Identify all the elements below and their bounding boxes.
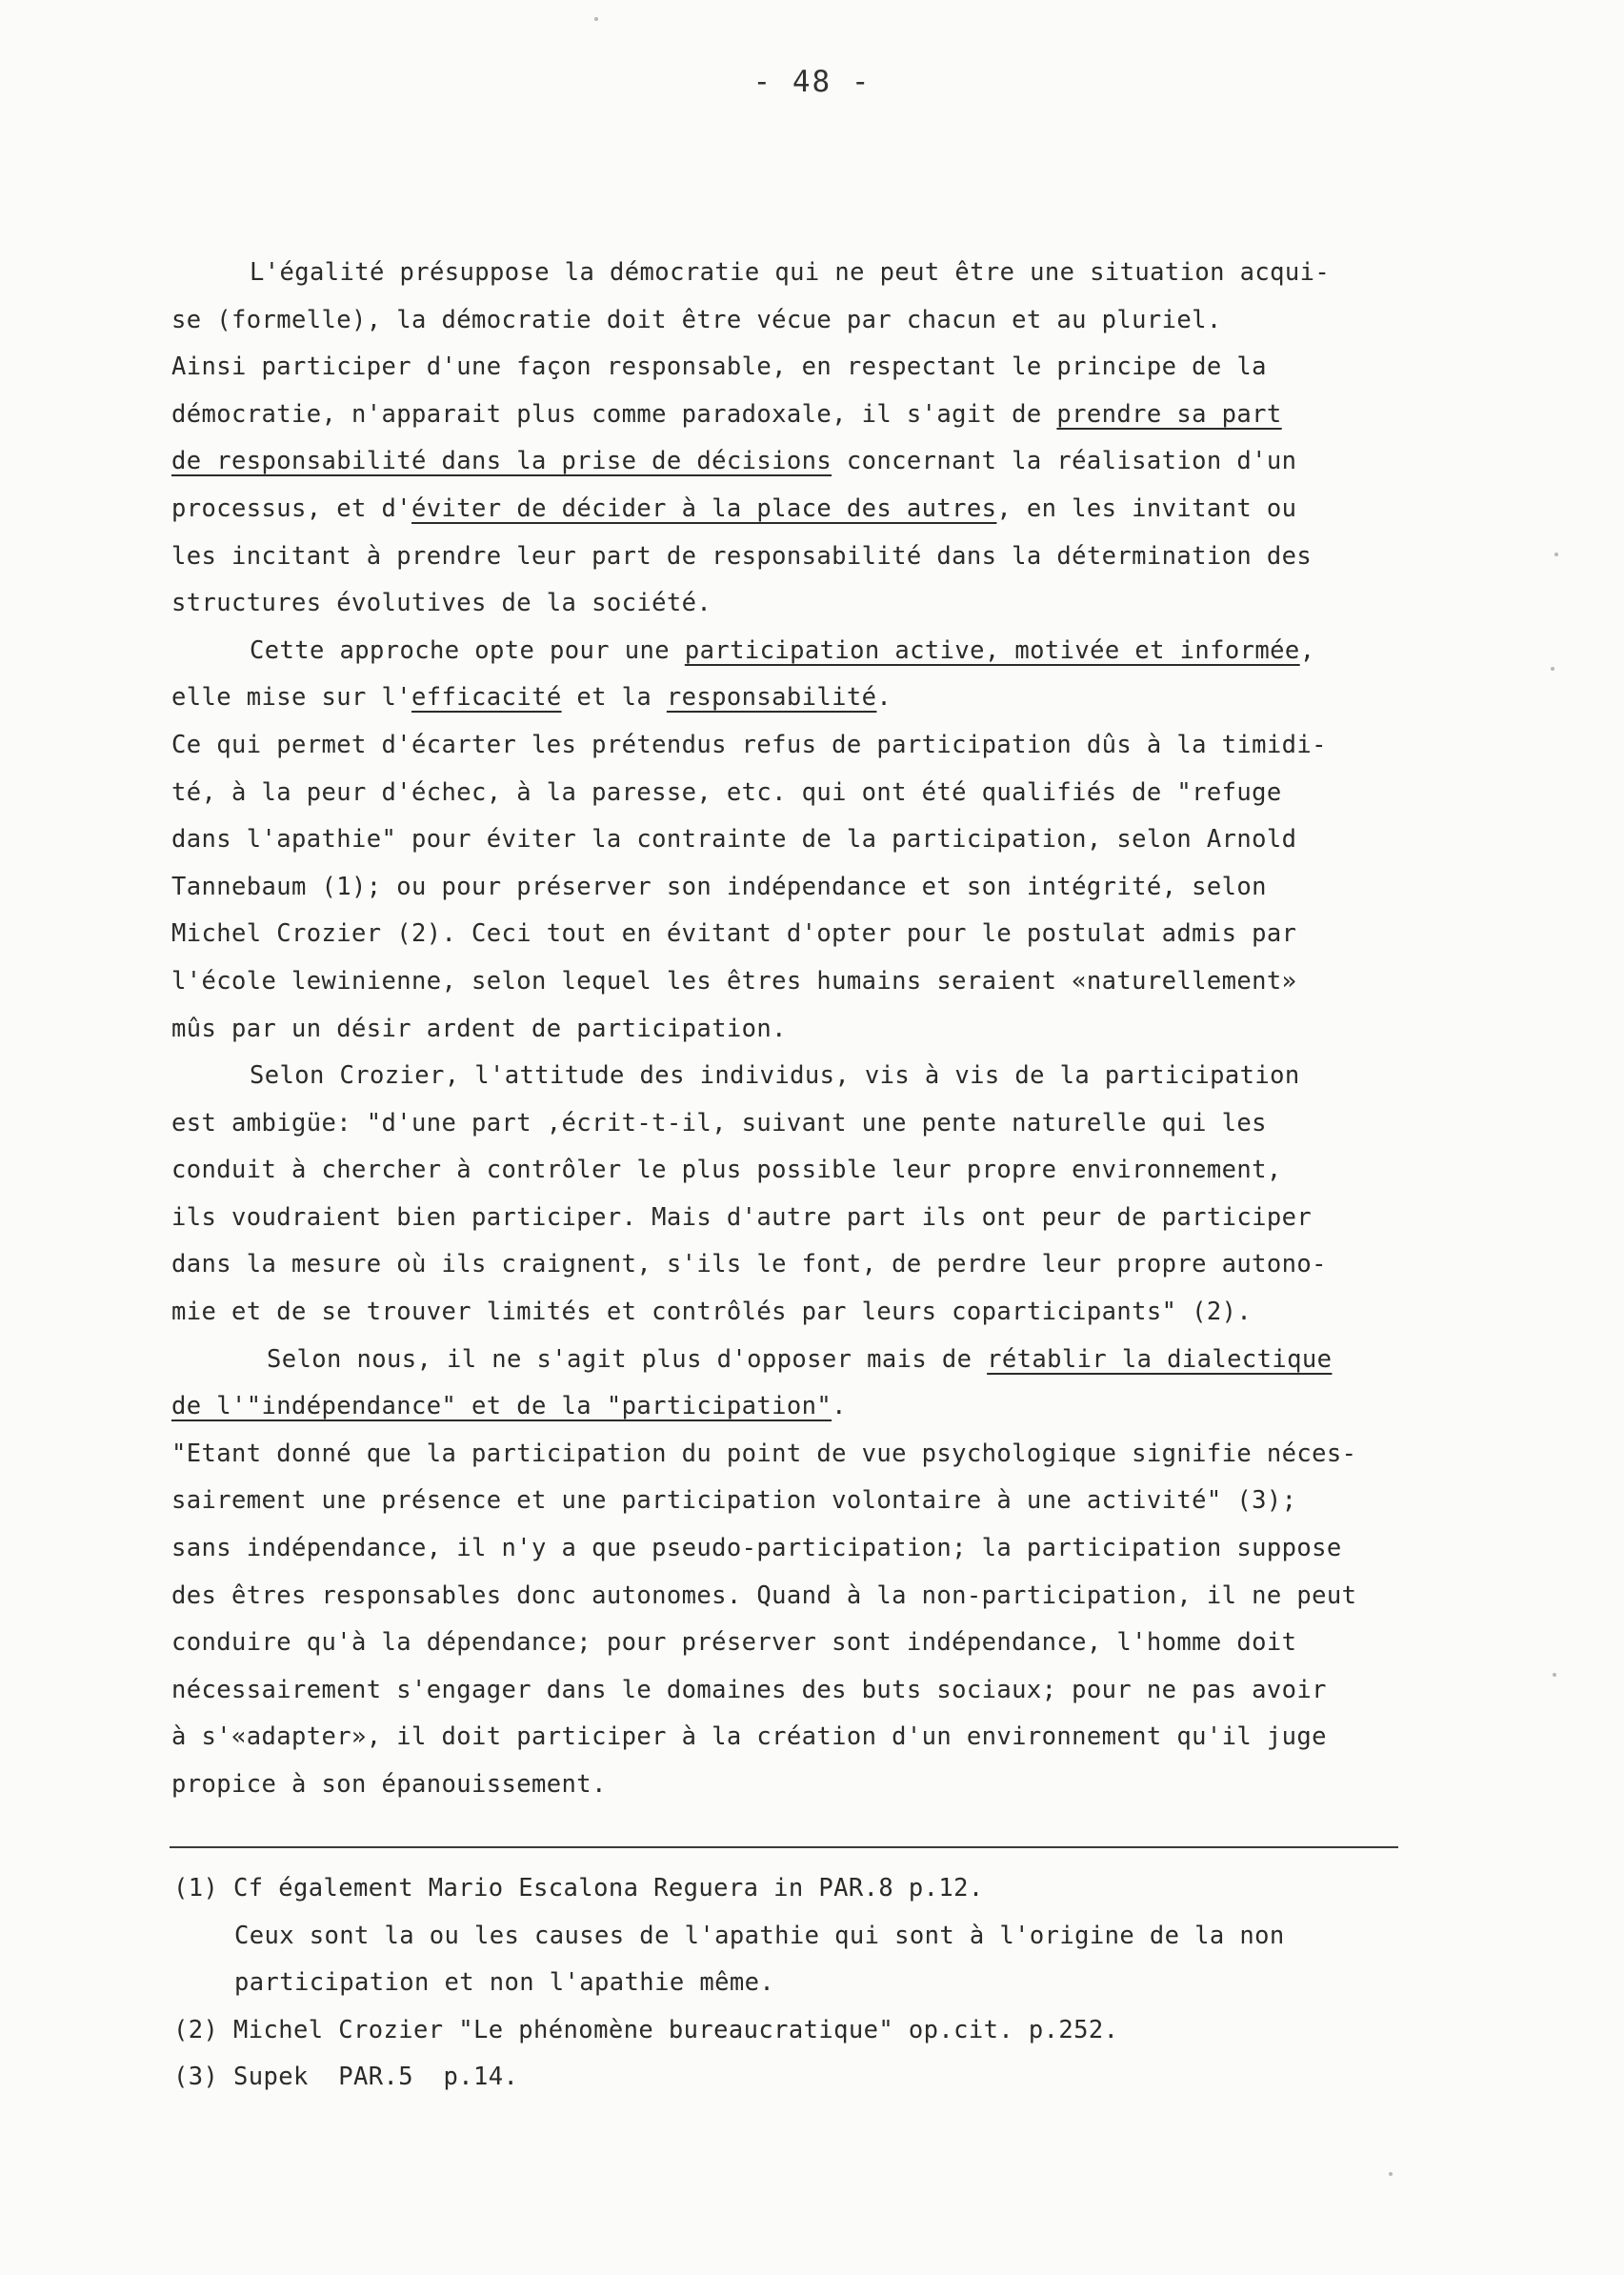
text-segment: est ambigüe: "d'une part ,écrit-t-il, suivant une pente naturelle qui les <box>171 1108 1267 1138</box>
paper-speck <box>1551 667 1554 671</box>
paper-speck <box>1553 1673 1556 1677</box>
paper-speck <box>594 17 598 21</box>
paragraph <box>171 250 1410 628</box>
text-segment: et la <box>561 683 667 713</box>
text-segment: elle mise sur l' <box>171 683 412 713</box>
body-text <box>171 250 1410 1809</box>
text-segment: conduit à chercher à contrôler le plus possible leur propre environnement, <box>171 1156 1282 1185</box>
text-segment: mûs par un désir ardent de participation. <box>171 1014 787 1043</box>
text-line <box>171 1714 1410 1762</box>
text-line <box>171 864 1410 912</box>
underlined-text: de responsabilité dans la prise de décisions <box>171 447 832 476</box>
paper-speck <box>1554 553 1558 556</box>
text-line <box>171 1383 1410 1431</box>
footnote-line: (3) Supek PAR.5 p.14. <box>173 2063 519 2092</box>
text-segment: structures évolutives de la société. <box>171 589 712 618</box>
text-line <box>171 1525 1410 1573</box>
footnotes <box>173 1865 1412 2102</box>
text-segment: té, à la peur d'échec, à la paresse, etc. qui ont été qualifiés de "refuge <box>171 777 1282 807</box>
text-segment: sairement une présence et une participation volontaire à une activité" (3); <box>171 1486 1297 1516</box>
text-segment: . <box>832 1392 847 1421</box>
underlined-text: de l'"indépendance" et de la "participation" <box>171 1392 832 1421</box>
text-segment: sans indépendance, il n'y a que pseudo-participation; la participation suppose <box>171 1534 1342 1563</box>
text-line <box>171 534 1410 581</box>
footnote-line: (1) Cf également Mario Escalona Reguera in PAR.8 p.12. <box>173 1874 984 1903</box>
text-segment: propice à son épanouissement. <box>171 1770 607 1799</box>
text-segment: les incitant à prendre leur part de responsabilité dans la détermination des <box>171 541 1313 571</box>
underlined-text: prendre sa part <box>1056 399 1282 429</box>
text-segment: conduire qu'à la dépendance; pour préserver sont indépendance, l'homme doit <box>171 1628 1297 1658</box>
text-line <box>171 958 1410 1006</box>
paper-speck <box>1389 2172 1393 2176</box>
text-segment: nécessairement s'engager dans le domaines des buts sociaux; pour ne pas avoir <box>171 1675 1327 1704</box>
text-line <box>171 250 1410 297</box>
text-segment: Ainsi participer d'une façon responsable, en respectant le principe de la <box>171 352 1267 382</box>
underlined-text: éviter de décider à la place des autres <box>411 493 997 523</box>
text-segment: Selon Crozier, l'attitude des individus, vis à vis de la participation <box>250 1061 1300 1091</box>
footnote-separator <box>170 1846 1398 1848</box>
text-line <box>171 1100 1410 1148</box>
paragraph <box>171 628 1410 1053</box>
text-line <box>171 486 1410 534</box>
underlined-text: efficacité <box>411 683 562 713</box>
text-segment: concernant la réalisation d'un <box>832 447 1297 476</box>
text-line <box>171 392 1410 439</box>
text-segment: se (formelle), la démocratie doit être vécue par chacun et au pluriel. <box>171 305 1222 334</box>
text-line <box>171 438 1410 486</box>
paragraph <box>171 1053 1410 1337</box>
underlined-text: participation active, motivée et informée <box>684 635 1300 665</box>
text-line <box>171 1620 1410 1667</box>
text-line <box>171 1667 1410 1715</box>
underlined-text: rétablir la dialectique <box>987 1344 1333 1374</box>
text-segment: Tannebaum (1); ou pour préserver son indépendance et son intégrité, selon <box>171 872 1267 901</box>
footnote-line: participation et non l'apathie même. <box>234 1968 775 1998</box>
text-segment: l'école lewinienne, selon lequel les êtres humains seraient «naturellement» <box>171 966 1297 996</box>
text-line <box>171 1762 1410 1809</box>
text-line <box>171 1147 1410 1195</box>
text-line <box>171 1241 1410 1289</box>
text-segment: , en les invitant ou <box>996 493 1297 523</box>
text-line <box>171 1431 1410 1479</box>
footnote-line: Ceux sont la ou les causes de l'apathie qui sont à l'origine de la non <box>234 1921 1285 1950</box>
text-line <box>171 1195 1410 1242</box>
text-segment: ils voudraient bien participer. Mais d'autre part ils ont peur de participer <box>171 1202 1313 1232</box>
text-segment: Michel Crozier (2). Ceci tout en évitant d'opter pour le postulat admis par <box>171 919 1297 949</box>
text-segment: . <box>876 683 892 713</box>
text-line <box>171 344 1410 392</box>
text-segment: dans l'apathie" pour éviter la contrainte de la participation, selon Arnold <box>171 825 1297 855</box>
text-line <box>171 1289 1410 1337</box>
text-segment: démocratie, n'apparait plus comme paradoxale, il s'agit de <box>171 399 1057 429</box>
text-line <box>171 628 1410 675</box>
text-segment: dans la mesure où ils craignent, s'ils le font, de perdre leur propre autono- <box>171 1250 1327 1279</box>
text-segment: L'égalité présuppose la démocratie qui ne peut être une situation acqui- <box>250 258 1331 287</box>
text-line <box>171 816 1410 864</box>
text-segment: Ce qui permet d'écarter les prétendus refus de participation dûs à la timidi- <box>171 730 1327 759</box>
footnote-line: (2) Michel Crozier "Le phénomène bureaucratique" op.cit. p.252. <box>173 2015 1119 2044</box>
paragraph <box>171 1337 1410 1809</box>
text-line <box>171 297 1410 345</box>
text-line <box>171 722 1410 770</box>
text-line <box>171 1478 1410 1525</box>
text-line <box>171 770 1410 817</box>
text-segment: Selon nous, il ne s'agit plus d'opposer mais de <box>267 1344 988 1374</box>
text-segment: des êtres responsables donc autonomes. Quand à la non-participation, il ne peut <box>171 1580 1357 1610</box>
text-line <box>171 580 1410 628</box>
text-line <box>171 1053 1410 1100</box>
text-line <box>171 674 1410 722</box>
text-line <box>171 1573 1410 1621</box>
text-line <box>171 1337 1410 1384</box>
text-line <box>171 1006 1410 1054</box>
underlined-text: responsabilité <box>666 683 877 713</box>
text-line <box>171 911 1410 958</box>
page-number: - 48 - <box>752 65 872 99</box>
text-segment: Cette approche opte pour une <box>250 635 685 665</box>
text-segment: , <box>1299 635 1315 665</box>
text-segment: à s'«adapter», il doit participer à la création d'un environnement qu'il juge <box>171 1722 1327 1752</box>
text-segment: mie et de se trouver limités et contrôlés par leurs coparticipants" (2). <box>171 1298 1253 1327</box>
text-segment: processus, et d' <box>171 493 412 523</box>
text-segment: "Etant donné que la participation du point de vue psychologique signifie néces- <box>171 1439 1357 1468</box>
